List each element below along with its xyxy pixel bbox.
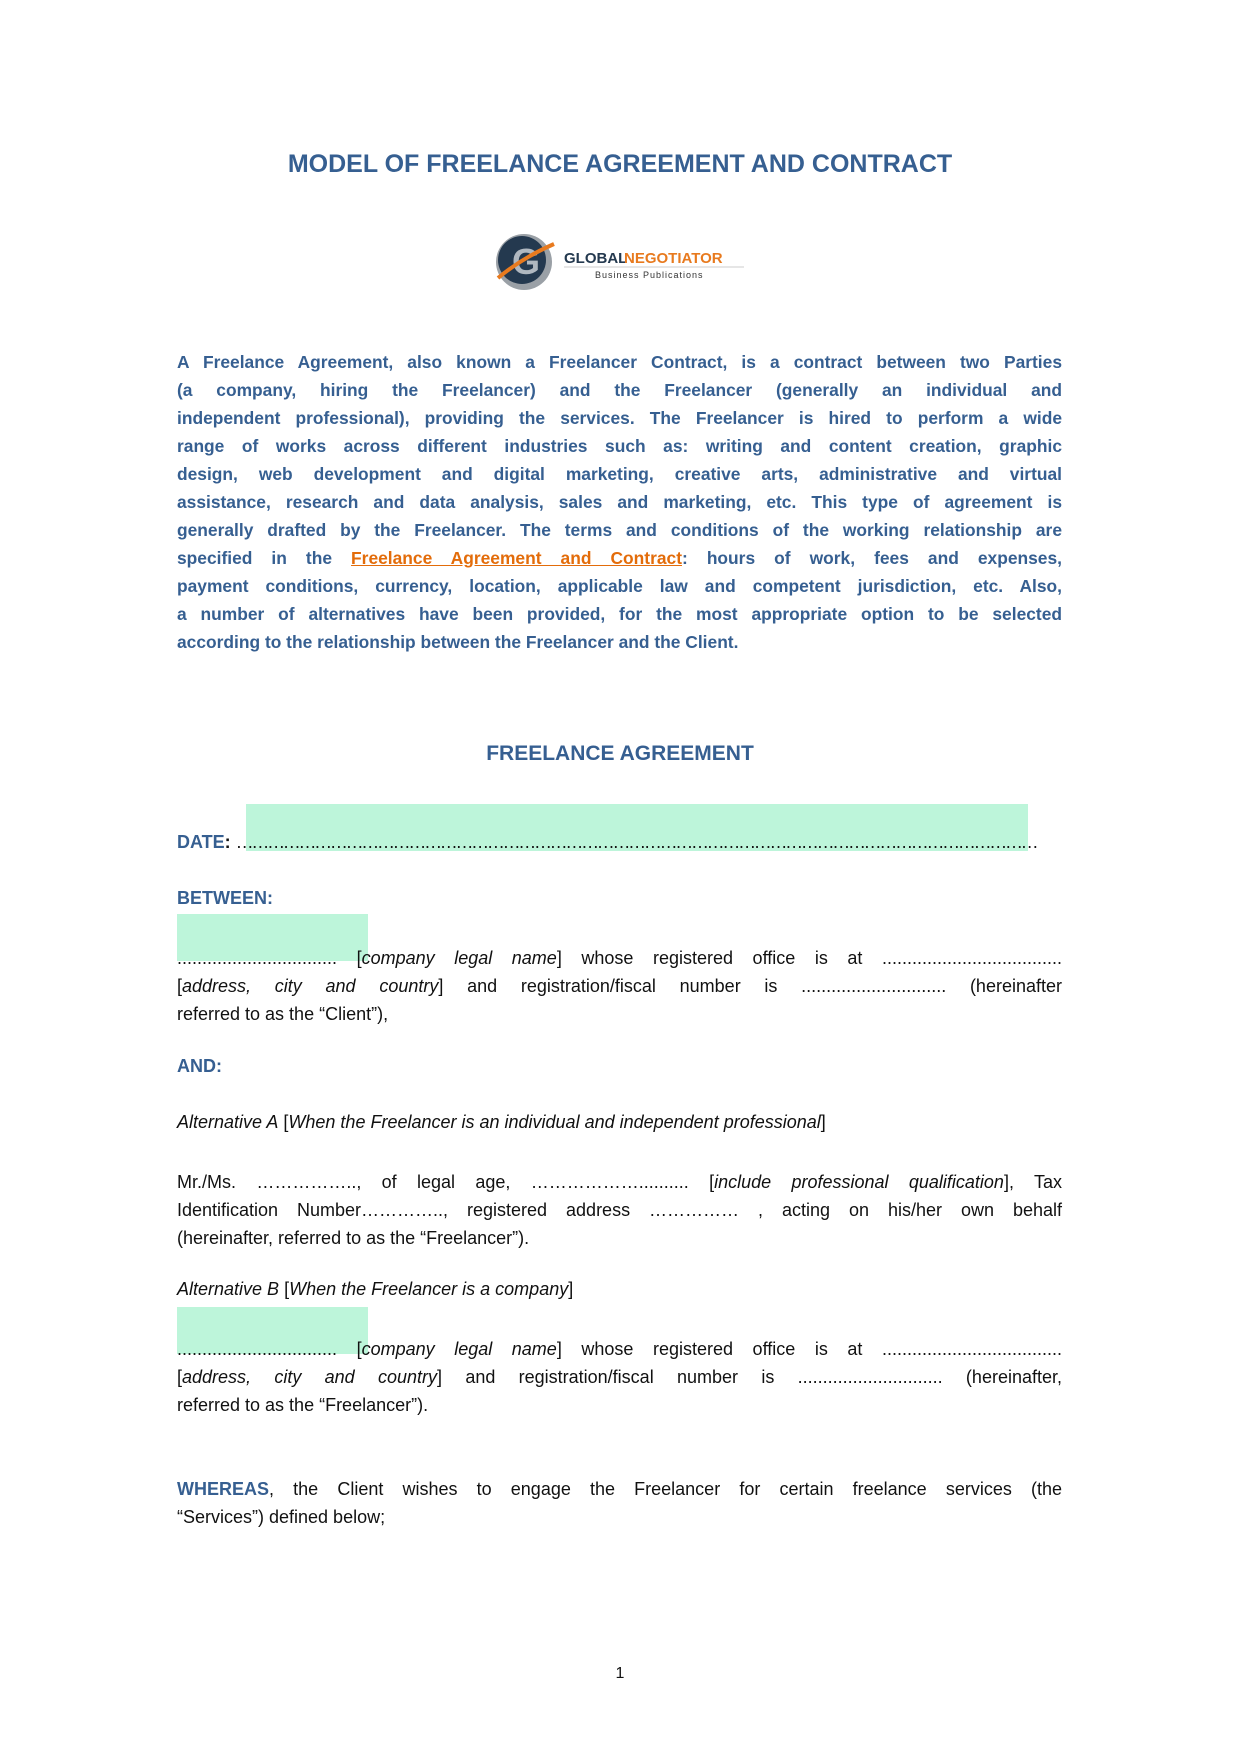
logo-brand-b: NEGOTIATOR (624, 250, 723, 267)
intro-line: a number of alternatives have been provided, for the most appropriate option to be selected (177, 604, 1062, 624)
intro-line: according to the relationship between the Freelancer and the Client. (177, 632, 739, 652)
globe-logo-icon (492, 230, 752, 294)
intro-line: design, web development and digital marketing, creative arts, administrative and virtual (177, 464, 1062, 484)
alternative-b-heading: Alternative B [When the Freelancer is a company] (177, 1279, 574, 1299)
globalnegotiator-logo (492, 230, 752, 294)
logo-tagline: Business Publications (595, 270, 704, 280)
intro-line: generally drafted by the Freelancer. The terms and conditions of the working relationship are (177, 520, 1062, 540)
alternative-a-paragraph: Mr./Ms. …………….., of legal age, ……………….......... [include professional qualification], Tax Identification Number………….., registered address …………… , acting on his/her own behalf (hereinafter, referred to as the “Freelancer”). (177, 1172, 1062, 1248)
intro-line: range of works across different industries such as: writing and content creation, graphic (177, 436, 1062, 456)
alternative-b-paragraph: ................................ [company legal name] whose registered office is at .................................... [address, city and country] and registration/fiscal number is ............................. (hereinafter, referred to as the “Freelancer”). (177, 1339, 1062, 1415)
intro-line: A Freelance Agreement, also known a Freelancer Contract, is a contract between two Parties (177, 352, 1062, 372)
intro-line: specified in the Freelance Agreement and Contract: hours of work, fees and expenses, (177, 548, 1062, 568)
whereas-paragraph: WHEREAS, the Client wishes to engage the Freelancer for certain freelance services (the “Services”) defined below; (177, 1479, 1062, 1527)
logo-brand-a: GLOBAL (564, 250, 628, 267)
between-label: BETWEEN: (177, 888, 273, 908)
intro-line: (a company, hiring the Freelancer) and the Freelancer (generally an individual and (177, 380, 1062, 400)
freelance-agreement-link[interactable]: Freelance Agreement and Contract (351, 548, 682, 568)
svg-text:G: G (512, 241, 541, 282)
alternative-a-heading: Alternative A [When the Freelancer is an individual and independent professional] (177, 1112, 826, 1132)
intro-line: assistance, research and data analysis, sales and marketing, etc. This type of agreement is (177, 492, 1062, 512)
page-number: 1 (615, 1665, 625, 1682)
section-heading: FREELANCE AGREEMENT (486, 742, 754, 765)
date-field[interactable]: ……………………………………………………………………………………………………………………………………… (235, 832, 1037, 852)
intro-line: payment conditions, currency, location, applicable law and competent jurisdiction, etc. Also, (177, 576, 1062, 596)
and-label: AND: (177, 1056, 222, 1076)
intro-paragraph (177, 348, 1062, 656)
intro-line: independent professional), providing the services. The Freelancer is hired to perform a wide (177, 408, 1062, 428)
document-title: MODEL OF FREELANCE AGREEMENT AND CONTRACT (287, 150, 953, 178)
date-line: DATE: ……………………………………………………………………………………………………………………………………… (177, 832, 1037, 852)
client-paragraph: ................................ [company legal name] whose registered office is at .................................... [address, city and country] and registration/fiscal number is ............................. (hereinafter referred to as the “Client”), (177, 948, 1062, 1024)
